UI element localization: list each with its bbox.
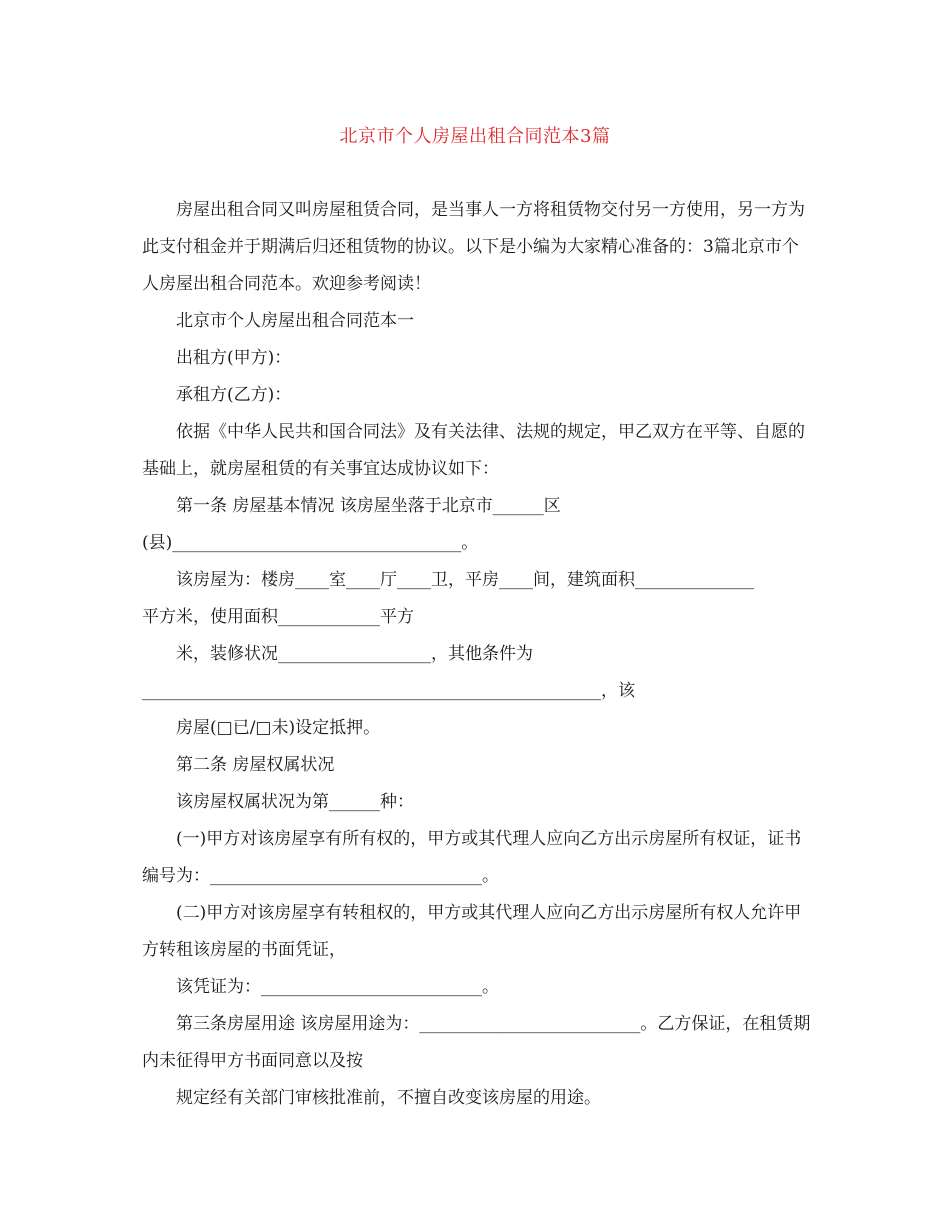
article-2-heading: 第二条 房屋权属状况 <box>176 755 335 775</box>
other-conditions-line: ______________________________________________________，该 <box>142 681 635 701</box>
county-line: (县)__________________________________。 <box>142 533 479 553</box>
certificate-line: 该凭证为：__________________________。 <box>176 977 499 997</box>
mortgage-line: 房屋(□已/□未)设定抵押。 <box>176 718 381 738</box>
contract-heading: 北京市个人房屋出租合同范本一 <box>176 311 414 331</box>
document-body <box>142 192 814 1117</box>
usage-restriction-line: 规定经有关部门审核批准前，不擅自改变该房屋的用途。 <box>176 1088 601 1108</box>
ownership-type-line: 该房屋权属状况为第______种： <box>176 792 414 812</box>
intro-paragraph: 房屋出租合同又叫房屋租赁合同，是当事人一方将租赁物交付另一方使用，另一方为此支付租金并于期满后归还租赁物的协议。以下是小编为大家精心准备的：3篇北京市个人房屋出租合同范本。欢迎参考阅读！ <box>142 200 805 294</box>
document-title: 北京市个人房屋出租合同范本3篇 <box>339 126 611 147</box>
article-3-paragraph: 第三条房屋用途 该房屋用途为：__________________________。乙方保证，在租赁期内未征得甲方书面同意以及按 <box>142 1014 811 1071</box>
legal-basis-paragraph: 依据《中华人民共和国合同法》及有关法律、法规的规定，甲乙双方在平等、自愿的基础上，就房屋租赁的有关事宜达成协议如下： <box>142 422 805 479</box>
lessee-line: 承租方(乙方)： <box>176 385 292 405</box>
ownership-clause-1: (一)甲方对该房屋享有所有权的，甲方或其代理人应向乙方出示房屋所有权证，证书编号为：________________________________。 <box>142 829 802 886</box>
area-line: 平方米，使用面积____________平方 <box>142 607 414 627</box>
house-type-line: 该房屋为：楼房____室____厅____卫，平房____间，建筑面积______________ <box>176 570 754 590</box>
article-1-heading: 第一条 房屋基本情况 该房屋坐落于北京市______区 <box>176 496 561 516</box>
lessor-line: 出租方(甲方)： <box>176 348 292 368</box>
ownership-clause-2: (二)甲方对该房屋享有转租权的，甲方或其代理人应向乙方出示房屋所有权人允许甲方转租该房屋的书面凭证， <box>142 903 802 960</box>
decoration-line: 米，装修状况__________________，其他条件为 <box>176 644 533 664</box>
